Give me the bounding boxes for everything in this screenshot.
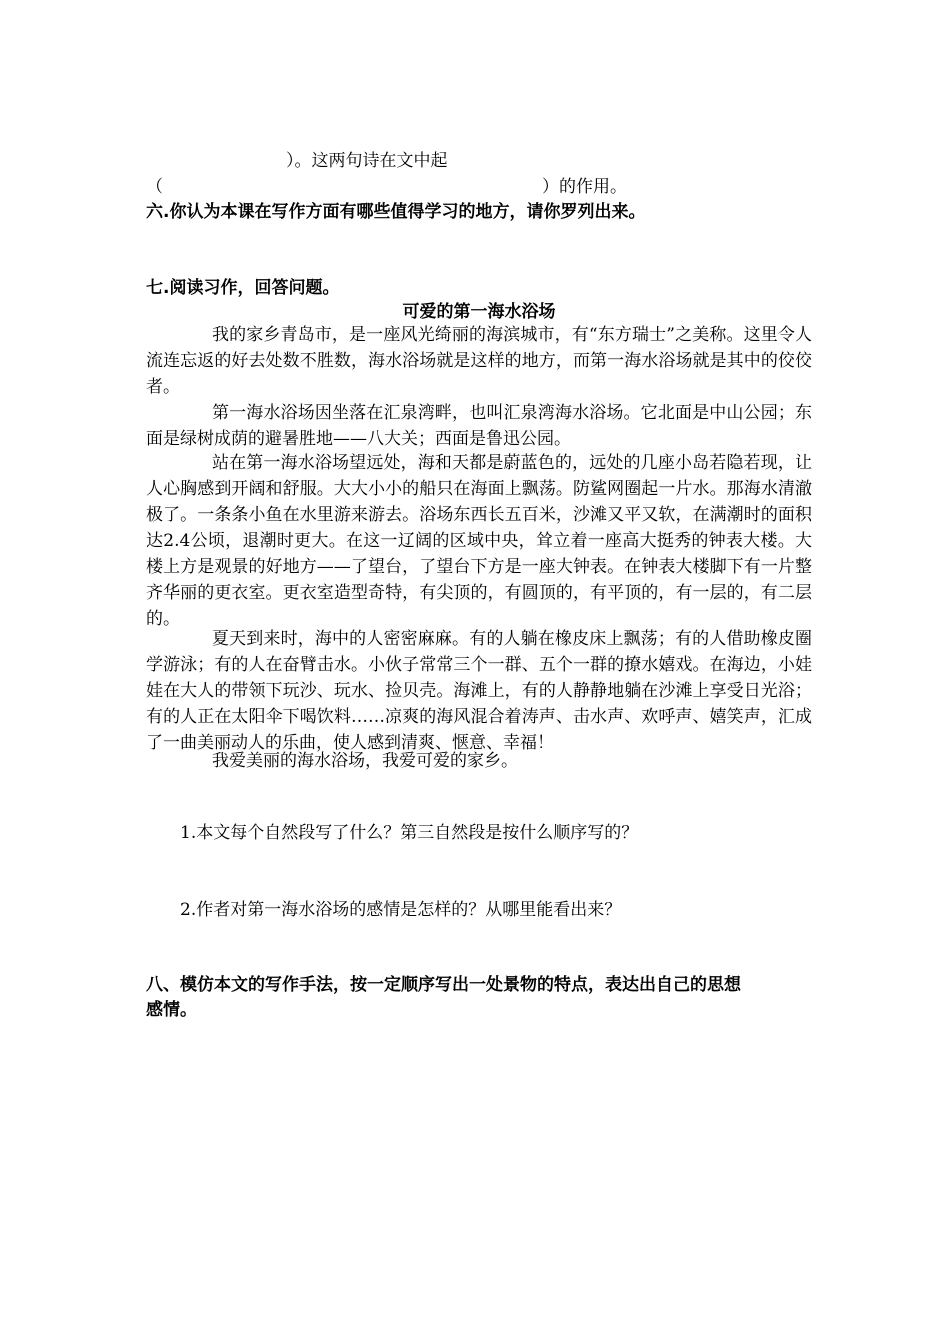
sub-question-1: 1.本文每个自然段写了什么？第三自然段是按什么顺序写的？	[180, 823, 639, 843]
essay-title: 可爱的第一海水浴场	[402, 302, 556, 322]
q5-answer-line-1: ）。这两句诗在文中起	[286, 151, 448, 171]
q5-close-text: ）的作用。	[542, 177, 627, 197]
essay-paragraph-2: 第一海水浴场因坐落在汇泉湾畔，也叫汇泉湾海水浴场。它北面是中山公园；东面是绿树成荫的避暑胜地——八大关；西面是鲁迅公园。	[146, 403, 812, 449]
q8-heading-line-2: 感情。	[146, 1000, 197, 1020]
essay-paragraph-1: 我的家乡青岛市，是一座风光绮丽的海滨城市，有“东方瑞士”之美称。这里令人流连忘返的好去处数不胜数，海水浴场就是这样的地方，而第一海水浴场就是其中的佼佼者。	[146, 325, 812, 397]
sub-question-2: 2.作者对第一海水浴场的感情是怎样的？从哪里能看出来？	[180, 900, 622, 920]
q6-heading: 六.你认为本课在写作方面有哪些值得学习的地方，请你罗列出来。	[146, 202, 646, 222]
essay-paragraph-3: 站在第一海水浴场望远处，海和天都是蔚蓝色的，远处的几座小岛若隐若现，让人心胸感到开阔和舒服。大大小小的船只在海面上飘荡。防鲨网圈起一片水。那海水清澈极了。一条条小鱼在水里游来游去。浴场东西长五百米，沙滩又平又软，在满潮时的面积达2.4公顷，退潮时更大。在这一辽阔的区域中央，耸立着一座高大挺秀的钟表大楼。大楼上方是观景的好地方——了望台，了望台下方是一座大钟表。在钟表大楼脚下有一片整齐华丽的更衣室。更衣室造型奇特，有尖顶的，有圆顶的，有平顶的，有一层的，有二层的。	[146, 453, 812, 629]
q5-open-paren: （	[146, 177, 163, 197]
q7-heading: 七.阅读习作，回答问题。	[146, 278, 340, 298]
q8-heading-line-1: 八、模仿本文的写作手法，按一定顺序写出一处景物的特点，表达出自己的思想	[146, 975, 741, 995]
essay-paragraph-5: 我爱美丽的海水浴场，我爱可爱的家乡。	[212, 751, 518, 771]
essay-paragraph-4: 夏天到来时，海中的人密密麻麻。有的人躺在橡皮床上飘荡；有的人借助橡皮圈学游泳；有的人在奋臂击水。小伙子常常三个一群、五个一群的撩水嬉戏。在海边，小娃娃在大人的带领下玩沙、玩水、捡贝壳。海滩上，有的人静静地躺在沙滩上享受日光浴；有的人正在太阳伞下喝饮料……凉爽的海风混合着涛声、击水声、欢呼声、嬉笑声，汇成了一曲美丽动人的乐曲，使人感到清爽、惬意、幸福！	[146, 629, 812, 753]
